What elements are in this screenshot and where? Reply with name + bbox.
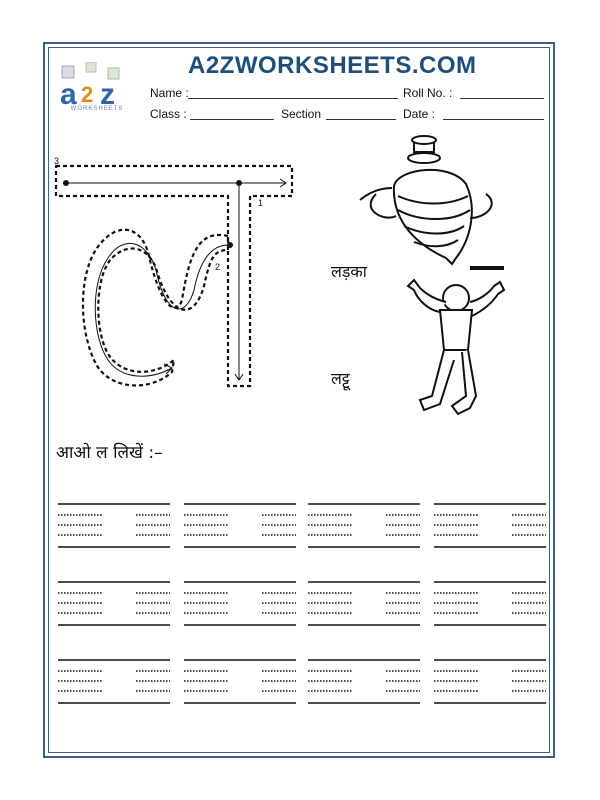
writing-box[interactable] (58, 660, 170, 703)
writing-box[interactable] (308, 660, 420, 703)
practice-instruction: आओ ल लिखें :– (56, 443, 163, 463)
stroke-number: 2 (215, 262, 221, 272)
writing-box[interactable] (434, 582, 546, 625)
writing-box[interactable] (184, 582, 296, 625)
svg-text:z: z (100, 78, 115, 111)
date-label: Date : (403, 107, 436, 121)
stroke-number: 1 (258, 198, 264, 208)
writing-box[interactable] (434, 660, 546, 703)
example-word: लड़का (331, 262, 367, 281)
writing-box[interactable] (308, 504, 420, 547)
writing-box[interactable] (308, 582, 420, 625)
svg-text:2: 2 (81, 82, 94, 107)
class-label: Class : (150, 107, 187, 121)
roll-label: Roll No. : (403, 86, 453, 100)
stroke-number: 3 (54, 156, 60, 166)
writing-box[interactable] (184, 660, 296, 703)
writing-box[interactable] (58, 582, 170, 625)
example-word: लट्टू (331, 369, 350, 388)
writing-box[interactable] (58, 504, 170, 547)
section-label: Section (281, 107, 322, 121)
svg-text:a: a (60, 78, 77, 111)
writing-box[interactable] (184, 504, 296, 547)
site-title: A2ZWORKSHEETS.COM (188, 52, 477, 79)
writing-box[interactable] (434, 504, 546, 547)
name-label: Name : (150, 86, 189, 100)
logo-caption: WORKSHEETS (70, 106, 124, 112)
